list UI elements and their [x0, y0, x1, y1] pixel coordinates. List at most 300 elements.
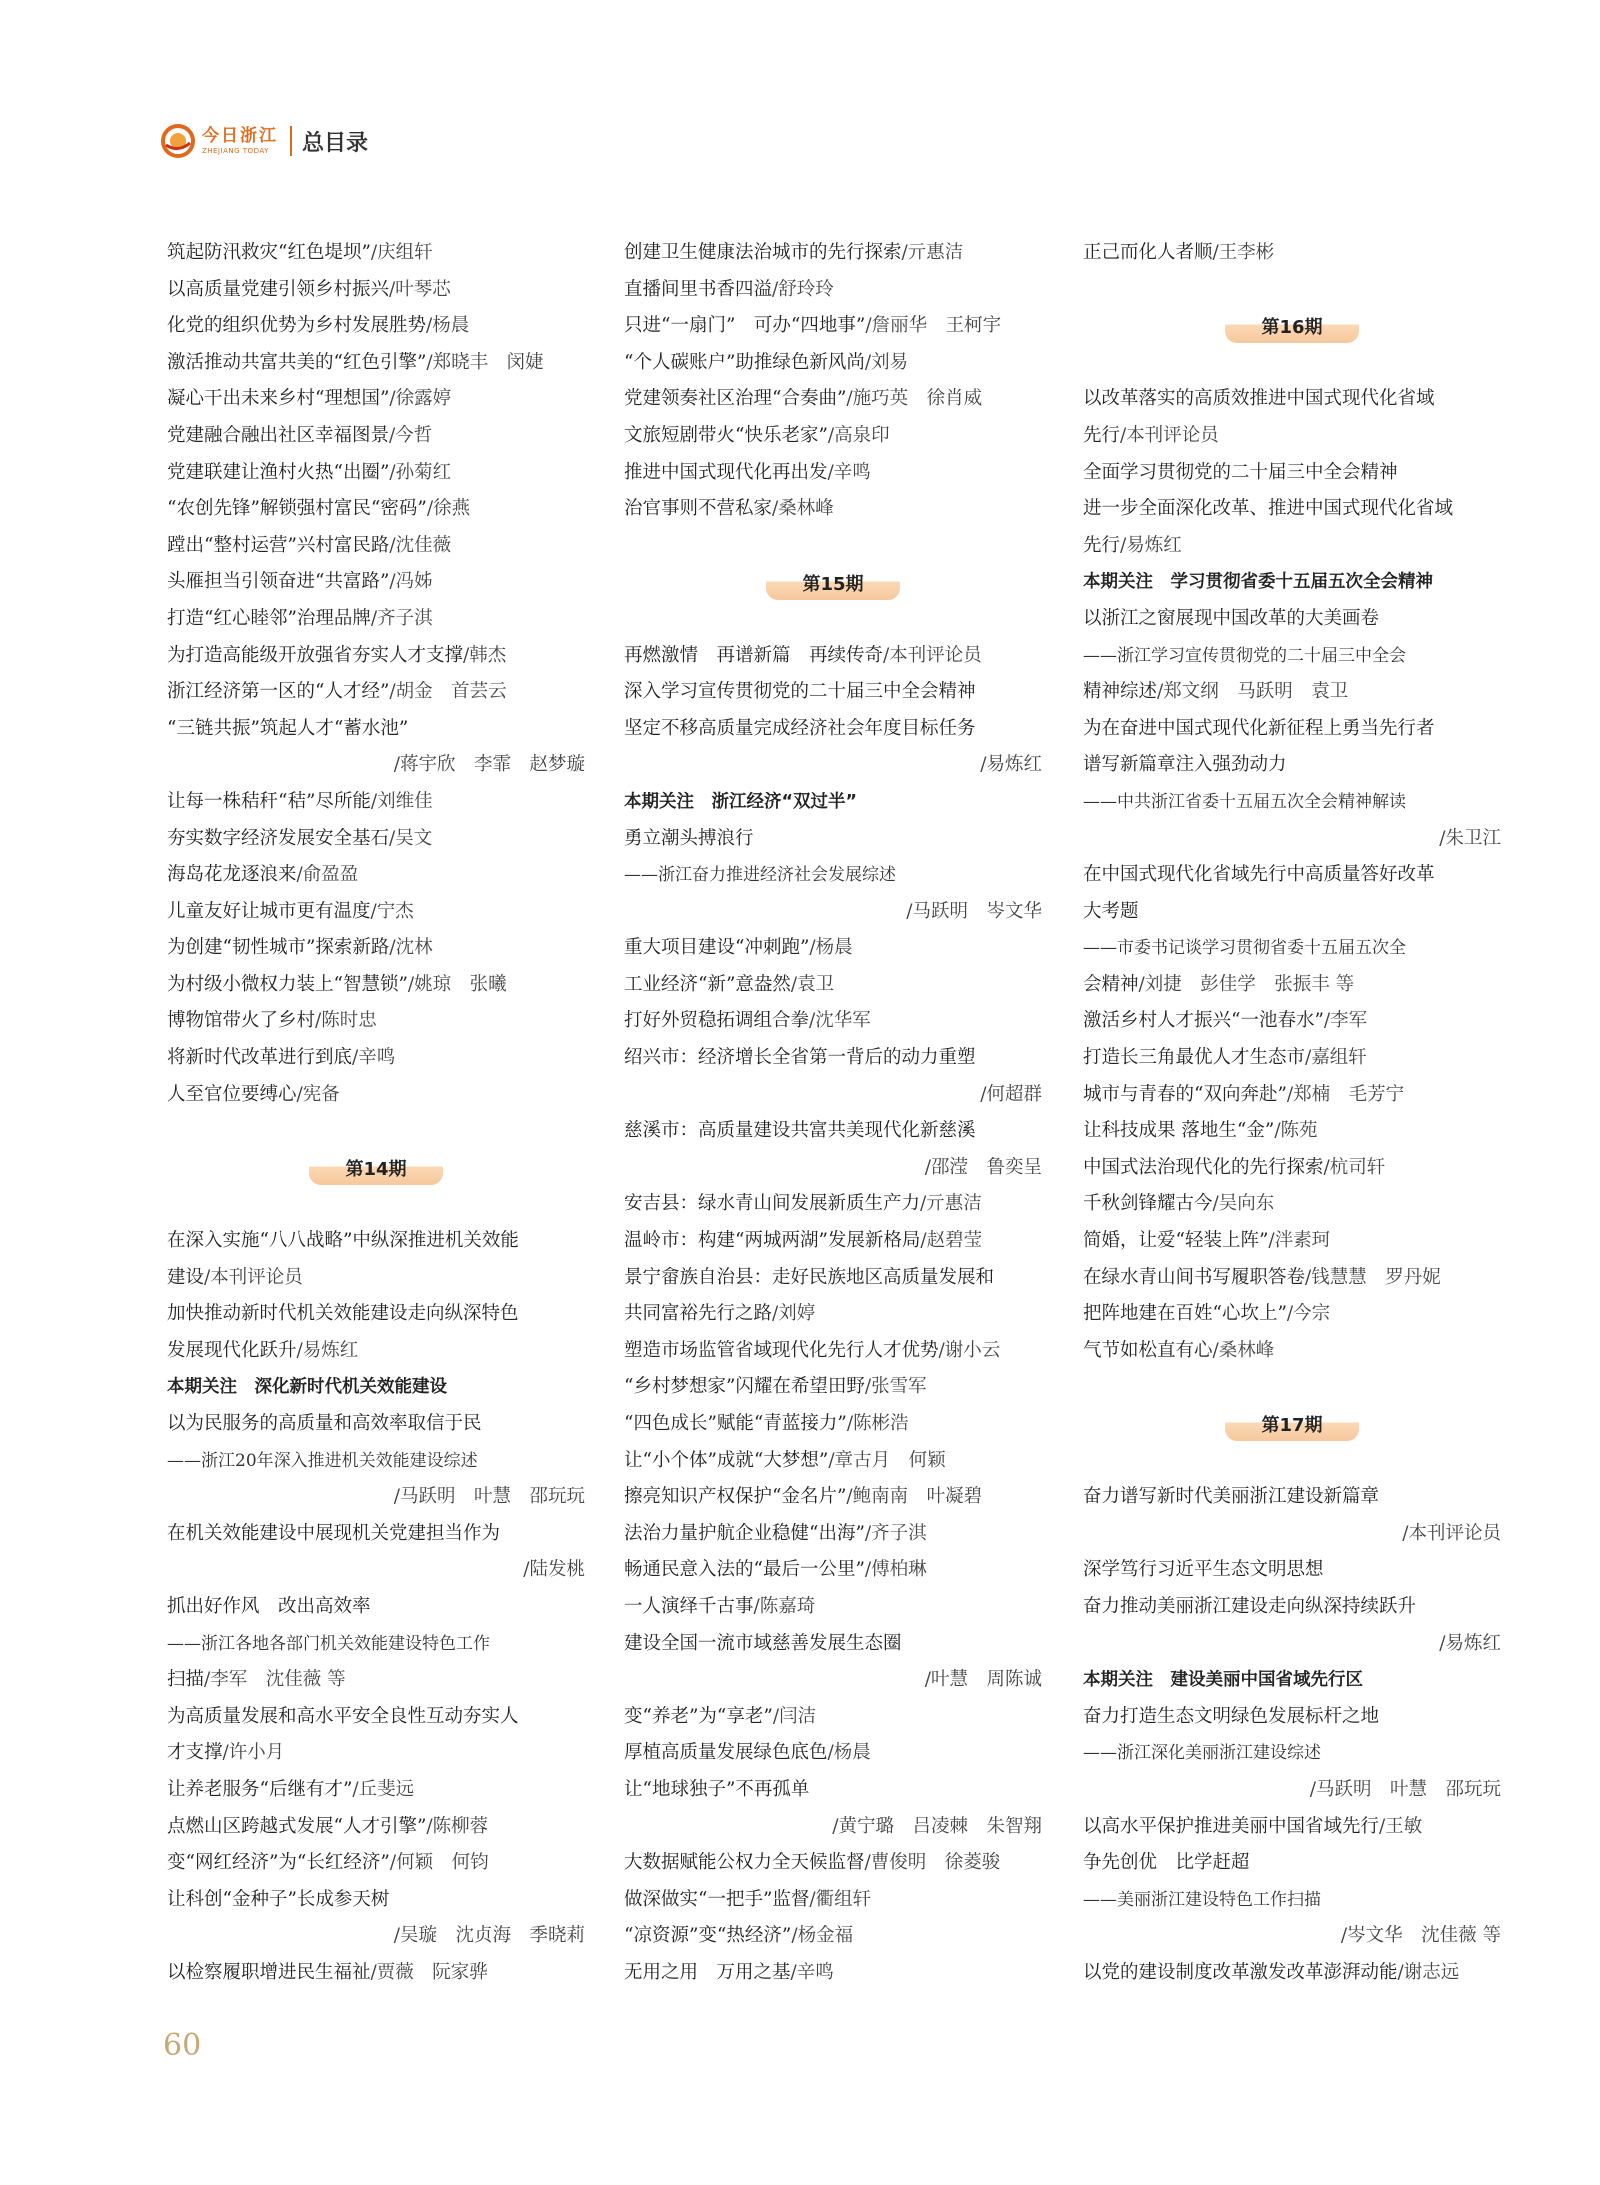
toc-entry: [624, 1589, 1042, 1626]
toc-entry-title: “三链共振”筑起人才“蓄水池”: [167, 717, 409, 739]
header-divider: [290, 126, 292, 156]
toc-feature-heading: 本期关注 深化新时代机关效能建设: [167, 1377, 447, 1398]
issue-label: 第17期: [1225, 1407, 1358, 1441]
toc-entry-author: /今宗: [1286, 1303, 1331, 1325]
toc-author-line: /朱卫江: [1439, 827, 1501, 849]
toc-entry-title: 先行: [1083, 534, 1121, 556]
toc-entry-title: 会精神: [1083, 973, 1139, 995]
toc-author-line: /蒋宇欣 李霏 赵梦璇: [393, 754, 585, 776]
toc-entry: [1083, 1040, 1501, 1077]
toc-entry-author: /杨金福: [791, 1925, 854, 1947]
toc-subtitle: ——市委书记谈学习贯彻省委十五届五次全: [1083, 938, 1406, 959]
toc-entry-author: /李军: [1323, 1010, 1368, 1032]
toc-entry: [624, 1479, 1042, 1516]
toc-entry-title: 打造长三角最优人才生态市: [1083, 1047, 1306, 1069]
toc-entry-title: 为打造高能级开放强省夯实人才支撑: [167, 644, 464, 666]
toc-entry-title: “个人碳账户”助推绿色新风尚: [624, 351, 865, 373]
toc-entry-title: 坚定不移高质量完成经济社会年度目标任务: [624, 717, 976, 739]
spacer: [1083, 1443, 1501, 1480]
toc-entry-author: /辛鸣: [790, 1961, 834, 1983]
toc-entry: [1083, 418, 1501, 455]
toc-entry-title: 文旅短剧带火“快乐老家”: [624, 424, 828, 446]
toc-entry: [167, 1077, 585, 1114]
toc-entry-title: 在深入实施“八八战略”中纵深推进机关效能: [167, 1230, 519, 1252]
toc-entry-author: /杨晨: [426, 315, 470, 337]
toc-entry: [167, 1003, 585, 1040]
toc-entry-title: 建设: [167, 1266, 205, 1288]
toc-entry: [1083, 1186, 1501, 1223]
toc-entry-title: 以检察履职增进民生福祉: [167, 1961, 371, 1983]
toc-entry-author: /桑林峰: [772, 498, 834, 520]
toc-entry-title: 让“小个体”成就“大梦想”: [624, 1449, 829, 1471]
spacer: [1083, 1369, 1501, 1406]
toc-entry-title: 安吉县：绿水青山间发展新质生产力: [624, 1193, 921, 1215]
toc-entry-title: 塑造市场监管省域现代化先行人才优势: [624, 1339, 939, 1361]
toc-entry-title: “乡村梦想家”闪耀在希望田野: [624, 1376, 865, 1398]
toc-entry-author: /杭司轩: [1323, 1156, 1386, 1178]
toc-entry-author: /詹丽华 王柯宇: [865, 315, 1002, 337]
toc-entry: [167, 1809, 585, 1846]
toc-entry: [1083, 1260, 1501, 1297]
toc-column-1: [167, 235, 585, 1992]
toc-entry: [167, 491, 585, 528]
logo-text: 今日浙江: [202, 125, 278, 146]
toc-entry-title: 在中国式现代化省域先行中高质量答好改革: [1083, 864, 1435, 886]
issue-label: 第14期: [309, 1151, 442, 1185]
toc-entry-author: /陈苑: [1274, 1120, 1318, 1142]
toc-entry-title: “农创先锋”解锁强村富民“密码”: [167, 498, 427, 520]
toc-entry-author: /泮素珂: [1268, 1230, 1331, 1252]
toc-feature-heading: 本期关注 浙江经济“双过半”: [624, 791, 858, 812]
toc-entry: [167, 564, 585, 601]
toc-entry: [167, 1260, 585, 1297]
issue-heading: [624, 564, 1042, 601]
toc-entry-title: 再燃激情 再谱新篇 再续传奇: [624, 644, 884, 666]
toc-entry-title: 浙江经济第一区的“人才经”: [167, 681, 390, 703]
toc-subtitle: ——浙江20年深入推进机关效能建设综述: [167, 1450, 478, 1471]
toc-entry: [624, 674, 1042, 711]
toc-column-2: [624, 235, 1042, 1992]
toc-entry-title: 勇立潮头搏浪行: [624, 827, 754, 849]
toc-entry-author: /桑林峰: [1212, 1339, 1275, 1361]
toc-entry-title: 夯实数字经济发展安全基石: [167, 827, 390, 849]
toc-entry: [1083, 1699, 1501, 1736]
toc-entry: [167, 1955, 585, 1992]
toc-entry-title: 让科技成果 落地生“金”: [1083, 1120, 1275, 1142]
toc-entry-title: 变“网红经济”为“长红经济”: [167, 1852, 390, 1874]
toc-entry-title: 进一步全面深化改革、推进中国式现代化省域: [1083, 498, 1454, 520]
toc-entry: [1083, 967, 1501, 1004]
toc-entry-author: /冯姊: [389, 571, 433, 593]
toc-entry-title: 让“地球独子”不再孤单: [624, 1778, 810, 1800]
toc-entry: [624, 345, 1042, 382]
toc-entry-author: /刘婷: [772, 1303, 816, 1325]
toc-entry: [624, 1918, 1042, 1955]
toc-entry-title: 畅通民意入法的“最后一公里”: [624, 1559, 865, 1581]
toc-entry: [1083, 1296, 1501, 1333]
toc-entry-title: 一人演绎千古事: [624, 1595, 754, 1617]
toc-entry-author: /杨晨: [827, 1742, 871, 1764]
toc-entry: [167, 1406, 585, 1443]
toc-entry: [167, 1735, 585, 1772]
toc-subtitle: ——浙江深化美丽浙江建设综述: [1083, 1743, 1321, 1764]
toc-author-line: /马跃明 岑文华: [906, 900, 1042, 922]
toc-entry-author: /亓惠洁: [901, 242, 964, 263]
toc-entry: [167, 638, 585, 675]
toc-feature-heading: 本期关注 学习贯彻省委十五届五次全会精神: [1083, 572, 1433, 593]
toc-entry-author: /沈华军: [809, 1010, 871, 1032]
toc-entry: [167, 1589, 585, 1626]
toc-entry: [167, 1772, 585, 1809]
toc-entry: [624, 1296, 1042, 1333]
toc-entry-author: /韩杰: [463, 644, 507, 666]
toc-entry: [624, 1260, 1042, 1297]
toc-entry-author: /傅柏琳: [864, 1559, 927, 1581]
toc-entry-title: 让每一株秸秆“秸”尽所能: [167, 790, 371, 812]
toc-entry-title: 大考题: [1083, 900, 1139, 922]
toc-entry-author: /今哲: [389, 424, 433, 446]
toc-entry-author: /宪备: [296, 1083, 340, 1105]
issue-heading: [167, 1150, 585, 1187]
toc-entry: [167, 1040, 585, 1077]
toc-entry-author: /施巧英 徐肖威: [846, 388, 983, 410]
toc-entry-author: /丘斐远: [352, 1778, 415, 1800]
toc-entry: [624, 455, 1042, 492]
toc-entry-author: /李军 沈佳薇 等: [204, 1669, 346, 1691]
toc-entry-author: /陈嘉琦: [753, 1595, 816, 1617]
toc-entry-author: /许小月: [222, 1742, 285, 1764]
toc-entry-author: /沈佳薇: [389, 534, 452, 556]
toc-entry: [624, 491, 1042, 528]
toc-entry-title: 加快推动新时代机关效能建设走向纵深特色: [167, 1303, 519, 1325]
toc-author-line: /易炼红: [980, 754, 1042, 776]
toc-entry: [1083, 894, 1501, 931]
toc-entry-title: 党建联建让渔村火热“出圈”: [167, 461, 390, 483]
toc-entry-title: 打好外贸稳拓调组合拳: [624, 1010, 810, 1032]
toc-author-line: /马跃明 叶慧 邵玩玩: [1309, 1778, 1501, 1800]
toc-entry: [1083, 455, 1501, 492]
toc-entry-title: 做深做实“一把手”监督: [624, 1888, 810, 1910]
toc-entry: [167, 272, 585, 309]
logo: [160, 123, 278, 159]
toc-author-line: /叶慧 周陈诚: [924, 1669, 1042, 1691]
toc-entry-title: 厚植高质量发展绿色底色: [624, 1742, 828, 1764]
toc-entry-author: /本刊评论员: [204, 1266, 303, 1288]
toc-entry-author: /曹俊明 徐菱骏: [864, 1852, 1001, 1874]
toc-entry: [1083, 1150, 1501, 1187]
toc-entry: [624, 235, 1042, 272]
toc-entry: [624, 1516, 1042, 1553]
toc-entry: [167, 857, 585, 894]
toc-entry: [624, 272, 1042, 309]
issue-heading: [1083, 308, 1501, 345]
toc-entry-title: 法治力量护航企业稳健“出海”: [624, 1522, 865, 1544]
toc-entry: [167, 1699, 585, 1736]
toc-entry-author: /辛鸣: [352, 1047, 396, 1069]
toc-entry-title: 在机关效能建设中展现机关党建担当作为: [167, 1522, 501, 1544]
toc-entry: [1083, 1333, 1501, 1370]
toc-entry-author: /刘捷 彭佳学 张振丰 等: [1138, 973, 1355, 995]
toc-author-line: /易炼红: [1439, 1632, 1501, 1654]
toc-entry-author: /庆组轩: [370, 242, 433, 263]
toc-entry-title: 争先创优 比学赶超: [1083, 1852, 1250, 1874]
spacer: [167, 1113, 585, 1150]
toc-entry-title: 儿童友好让城市更有温度: [167, 900, 371, 922]
toc-entry: [167, 601, 585, 638]
toc-entry: [167, 308, 585, 345]
toc-entry-author: /钱慧慧 罗丹妮: [1305, 1266, 1441, 1288]
toc-entry: [624, 1040, 1042, 1077]
toc-entry: [624, 1626, 1042, 1663]
toc-entry: [624, 1406, 1042, 1443]
toc-entry-author: /叶琴芯: [389, 278, 451, 300]
toc-entry: [624, 1552, 1042, 1589]
toc-entry-title: 打造“红心睦邻”治理品牌: [167, 607, 371, 629]
toc-entry: [1083, 528, 1501, 565]
toc-entry-title: 奋力打造生态文明绿色发展标杆之地: [1083, 1705, 1380, 1727]
toc-entry: [167, 528, 585, 565]
toc-entry: [167, 381, 585, 418]
toc-entry-author: /本刊评论员: [1120, 424, 1219, 446]
toc-entry-title: 以浙江之窗展现中国改革的大美画卷: [1083, 607, 1380, 629]
toc-entry-title: 直播间里书香四溢: [624, 278, 773, 300]
toc-entry-author: /舒玲玲: [772, 278, 834, 300]
toc-entry-title: 正己而化人者顺: [1083, 242, 1213, 263]
toc-entry-title: 慈溪市：高质量建设共富共美现代化新慈溪: [624, 1120, 976, 1142]
toc-entry: [624, 1845, 1042, 1882]
toc-entry-author: /齐子淇: [370, 607, 433, 629]
toc-entry-author: /郑文纲 马跃明 袁卫: [1157, 681, 1349, 703]
toc-entry-title: 治官事则不营私家: [624, 498, 773, 520]
toc-author-line: /本刊评论员: [1402, 1522, 1501, 1544]
toc-entry-title: 为高质量发展和高水平安全良性互动夯实人: [167, 1705, 519, 1727]
toc-entry-title: “四色成长”赋能“青蓝接力”: [624, 1413, 847, 1434]
spacer: [1083, 272, 1501, 309]
page-header: [160, 116, 368, 166]
toc-entry: [1083, 1003, 1501, 1040]
toc-entry-title: 谱写新篇章注入强劲动力: [1083, 754, 1287, 776]
toc-entry-title: 激活推动共富共美的“红色引擎”: [167, 351, 427, 373]
toc-entry: [624, 1369, 1042, 1406]
toc-entry-title: 扫描: [167, 1669, 205, 1691]
toc-entry-author: /郑晓丰 闵婕: [426, 351, 544, 373]
issue-heading: [1083, 1406, 1501, 1443]
toc-entry-title: 头雁担当引领奋进“共富路”: [167, 571, 390, 593]
toc-entry-title: 全面学习贯彻党的二十届三中全会精神: [1083, 461, 1398, 483]
toc-entry: [167, 418, 585, 455]
toc-entry: [624, 1955, 1042, 1992]
toc-entry-title: 奋力推动美丽浙江建设走向纵深持续跃升: [1083, 1595, 1417, 1617]
toc-entry: [1083, 1845, 1501, 1882]
toc-author-line: /邵滢 鲁奕呈: [924, 1156, 1042, 1178]
logo-subtext: ZHEJIANG TODAY: [202, 146, 269, 155]
toc-entry: [1083, 674, 1501, 711]
toc-entry-title: 让养老服务“后继有才”: [167, 1778, 353, 1800]
toc-entry: [1083, 1223, 1501, 1260]
toc-entry: [624, 930, 1042, 967]
toc-entry-author: /陈柳蓉: [426, 1815, 489, 1837]
toc-entry: [624, 308, 1042, 345]
toc-entry: [624, 967, 1042, 1004]
toc-entry-author: /赵碧莹: [920, 1230, 983, 1252]
toc-entry-title: 化党的组织优势为乡村发展胜势: [167, 315, 427, 337]
toc-entry-author: /本刊评论员: [883, 644, 982, 666]
toc-entry: [624, 1882, 1042, 1919]
toc-entry: [167, 345, 585, 382]
issue-label: 第15期: [766, 566, 899, 600]
toc-column-3: [1083, 235, 1501, 1992]
toc-entry-author: /亓惠洁: [920, 1193, 982, 1215]
issue-label: 第16期: [1225, 309, 1358, 343]
toc-entry-title: 气节如松直有心: [1083, 1339, 1213, 1361]
toc-entry: [1083, 381, 1501, 418]
toc-entry: [167, 235, 585, 272]
toc-entry-title: 城市与青春的“双向奔赴”: [1083, 1083, 1287, 1105]
toc-entry-title: 以高质量党建引领乡村振兴: [167, 278, 390, 300]
toc-entry-author: /陈时忠: [315, 1010, 377, 1032]
spacer: [1083, 345, 1501, 382]
toc-entry: [1083, 1809, 1501, 1846]
toc-entry-author: /衢组轩: [809, 1888, 872, 1910]
toc-entry-author: /鲍南南 叶凝碧: [846, 1486, 983, 1508]
toc-entry: [167, 1333, 585, 1370]
toc-entry: [624, 638, 1042, 675]
toc-entry-author: /章古月 何颖: [828, 1449, 946, 1471]
toc-author-line: /马跃明 叶慧 邵玩玩: [393, 1486, 585, 1508]
toc-entry-author: /吴文: [389, 827, 433, 849]
page-number: 60: [163, 2028, 202, 2063]
toc-entry-title: 无用之用 万用之基: [624, 1961, 791, 1983]
toc-entry: [624, 381, 1042, 418]
toc-entry: [167, 1662, 585, 1699]
toc-entry: [167, 455, 585, 492]
spacer: [167, 1186, 585, 1223]
toc-entry-author: /袁卫: [790, 973, 835, 995]
toc-subtitle: ——浙江各地各部门机关效能建设特色工作: [167, 1633, 490, 1654]
toc-entry-title: 把阵地建在百姓“心坎上”: [1083, 1303, 1287, 1325]
toc-entry-title: 以为民服务的高质量和高效率取信于民: [167, 1413, 482, 1434]
toc-entry: [167, 894, 585, 931]
toc-entry-title: 将新时代改革进行到底: [167, 1047, 353, 1069]
toc-entry: [1083, 1479, 1501, 1516]
toc-author-line: /岑文华 沈佳薇 等: [1340, 1925, 1501, 1947]
toc-subtitle: ——浙江学习宣传贯彻党的二十届三中全会: [1083, 645, 1406, 666]
toc-entry: [1083, 1077, 1501, 1114]
toc-entry-author: /齐子淇: [864, 1522, 927, 1544]
toc-entry-author: /易炼红: [1120, 534, 1182, 556]
toc-entry-title: 奋力谱写新时代美丽浙江建设新篇章: [1083, 1486, 1380, 1508]
toc-entry-author: /高泉印: [827, 424, 890, 446]
toc-entry: [167, 1223, 585, 1260]
toc-entry-author: /徐燕: [426, 498, 471, 520]
toc-entry-author: /徐露婷: [389, 388, 452, 410]
toc-entry-title: 推进中国式现代化再出发: [624, 461, 828, 483]
toc-entry-author: /谢志远: [1397, 1961, 1460, 1983]
toc-entry: [624, 1735, 1042, 1772]
toc-entry: [624, 1699, 1042, 1736]
toc-entry-title: 激活乡村人才振兴“一池春水”: [1083, 1010, 1324, 1032]
toc-entry-author: /宁杰: [370, 900, 414, 922]
toc-author-line: /陆发桃: [523, 1559, 585, 1581]
toc-entry-title: 创建卫生健康法治城市的先行探索: [624, 242, 902, 263]
toc-entry-title: 只进“一扇门” 可办“四地事”: [624, 315, 866, 337]
toc-entry-author: /姚琼 张曦: [407, 973, 507, 995]
toc-entry-author: /俞盈盈: [296, 864, 359, 886]
toc-entry: [624, 711, 1042, 748]
toc-entry-title: 发展现代化跃升: [167, 1339, 297, 1361]
toc-entry-author: /孙菊红: [389, 461, 452, 483]
toc-entry-title: 在绿水青山间书写履职答卷: [1083, 1266, 1306, 1288]
toc-entry: [167, 821, 585, 858]
toc-entry-title: 以高水平保护推进美丽中国省域先行: [1083, 1815, 1380, 1837]
toc-entry: [1083, 235, 1501, 272]
toc-entry: [1083, 1589, 1501, 1626]
toc-entry: [167, 1516, 585, 1553]
logo-sun-icon: [160, 123, 196, 159]
toc-entry-title: 深入学习宣传贯彻党的二十届三中全会精神: [624, 681, 976, 703]
toc-entry-title: 深学笃行习近平生态文明思想: [1083, 1559, 1324, 1581]
toc-entry: [624, 1333, 1042, 1370]
spacer: [624, 601, 1042, 638]
toc-entry-title: 为创建“韧性城市”探索新路: [167, 937, 390, 959]
toc-entry-title: 千秋剑锋耀古今: [1083, 1193, 1213, 1215]
toc-entry: [624, 821, 1042, 858]
toc-entry: [1083, 747, 1501, 784]
toc-entry-title: 先行: [1083, 424, 1121, 446]
toc-entry: [167, 1845, 585, 1882]
toc-entry-author: /吴向东: [1212, 1193, 1275, 1215]
toc-entry-author: /胡金 首芸云: [389, 681, 507, 703]
toc-feature-heading: 本期关注 建设美丽中国省域先行区: [1083, 1670, 1363, 1691]
toc-entry: [1083, 1955, 1501, 1992]
toc-subtitle: ——美丽浙江建设特色工作扫描: [1083, 1889, 1321, 1910]
toc-entry-author: /郑楠 毛芳宁: [1286, 1083, 1405, 1105]
toc-entry: [1083, 711, 1501, 748]
toc-entry: [167, 674, 585, 711]
toc-entry-author: /辛鸣: [827, 461, 871, 483]
section-title: 总目录: [302, 130, 369, 156]
toc-entry: [624, 1003, 1042, 1040]
toc-entry-author: /嘉组轩: [1305, 1047, 1367, 1069]
toc-entry-author: /沈林: [389, 937, 433, 959]
toc-entry-author: /易炼红: [296, 1339, 359, 1361]
toc-entry: [167, 967, 585, 1004]
toc-subtitle: ——浙江奋力推进经济社会发展综述: [624, 865, 896, 886]
toc-entry-author: /陈彬浩: [846, 1413, 909, 1434]
toc-entry: [624, 1186, 1042, 1223]
toc-entry-title: 点燃山区跨越式发展“人才引擎”: [167, 1815, 427, 1837]
toc-entry-title: 工业经济“新”意盎然: [624, 973, 791, 995]
toc-entry-title: 中国式法治现代化的先行探索: [1083, 1156, 1324, 1178]
toc-entry-title: 蹚出“整村运营”兴村富民路: [167, 534, 390, 556]
toc-entry-title: 擦亮知识产权保护“金名片”: [624, 1486, 847, 1508]
toc-entry-title: 绍兴市：经济增长全省第一背后的动力重塑: [624, 1047, 976, 1069]
toc-entry-title: 筑起防汛救灾“红色堤坝”: [167, 242, 371, 263]
toc-entry: [167, 930, 585, 967]
toc-entry-title: 大数据赋能公权力全天候监督: [624, 1852, 865, 1874]
toc-entry-author: /贾薇 阮家骅: [370, 1961, 488, 1983]
toc-entry-author: /谢小云: [938, 1339, 1001, 1361]
toc-author-line: /何超群: [980, 1083, 1042, 1105]
toc-entry-author: /刘易: [864, 351, 909, 373]
toc-entry-title: 人至官位要缚心: [167, 1083, 297, 1105]
toc-entry-author: /何颖 何钧: [389, 1852, 489, 1874]
toc-entry: [624, 418, 1042, 455]
toc-entry: [1083, 1552, 1501, 1589]
toc-entry-title: 建设全国一流市域慈善发展生态圈: [624, 1632, 902, 1654]
toc-entry-title: 精神综述: [1083, 681, 1158, 703]
toc-entry: [1083, 1113, 1501, 1150]
